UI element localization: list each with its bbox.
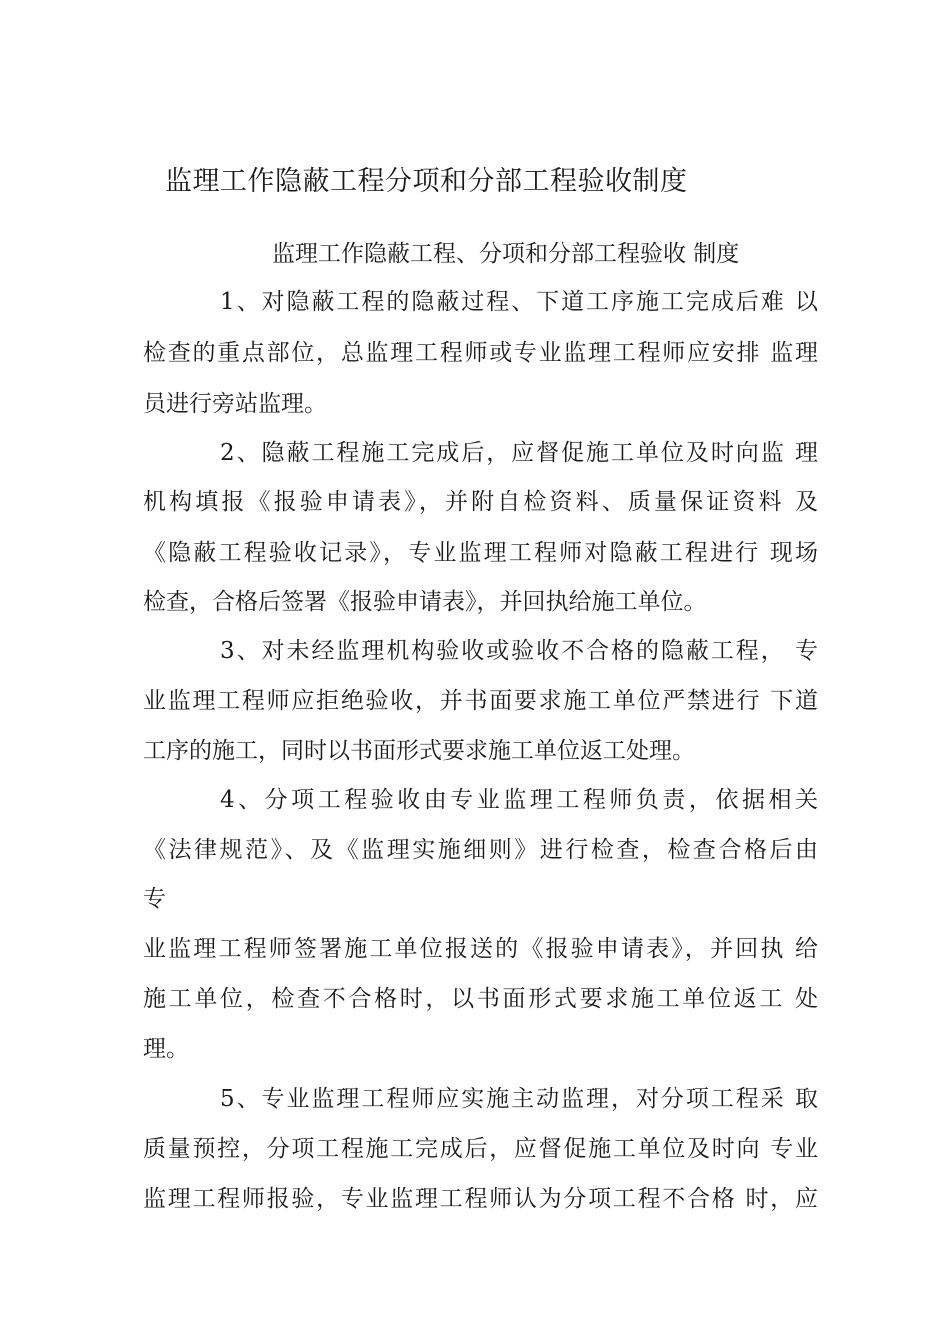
text-line: 监理工程师报验，专业监理工程师认为分项工程不合格 时，应	[143, 1186, 818, 1212]
text-line: 业监理工程师签署施工单位报送的《报验申请表》，并回执 给	[143, 936, 818, 962]
text-line: 检查的重点部位，总监理工程师或专业监理工程师应安排 监理	[143, 340, 818, 366]
text-line: 质量预控，分项工程施工完成后，应督促施工单位及时向 专业	[143, 1136, 818, 1162]
text-line: 施工单位，检查不合格时，以书面形式要求施工单位返工 处	[143, 986, 818, 1012]
text-line: 4、分项工程验收由专业监理工程师负责，依据相关	[220, 787, 818, 813]
text-line: 工序的施工，同时以书面形式要求施工单位返工处理。	[143, 738, 695, 764]
text-line: 专	[143, 886, 166, 912]
document-subtitle: 监理工作隐蔽工程、分项和分部工程验收 制度	[272, 241, 740, 267]
text-line: 《法律规范》、及《监理实施细则》进行检查，检查合格后由	[143, 837, 818, 863]
text-line: 3、对未经监理机构验收或验收不合格的隐蔽工程， 专	[220, 638, 818, 664]
text-line: 《隐蔽工程验收记录》，专业监理工程师对隐蔽工程进行 现场	[143, 540, 818, 566]
text-line: 业监理工程师应拒绝验收，并书面要求施工单位严禁进行 下道	[143, 688, 818, 714]
text-line: 1、对隐蔽工程的隐蔽过程、下道工序施工完成后难 以	[220, 289, 818, 315]
text-line: 检查，合格后签署《报验申请表》，并回执给施工单位。	[143, 589, 707, 615]
text-line: 5、专业监理工程师应实施主动监理，对分项工程采 取	[220, 1086, 818, 1112]
text-line: 理。	[143, 1036, 189, 1062]
text-line: 员进行旁站监理。	[143, 391, 327, 417]
text-line: 2、隐蔽工程施工完成后，应督促施工单位及时向监 理	[220, 440, 818, 466]
text-line: 机构填报《报验申请表》，并附自检资料、质量保证资料 及	[143, 489, 818, 515]
document-title: 监理工作隐蔽工程分项和分部工程验收制度	[165, 166, 688, 197]
